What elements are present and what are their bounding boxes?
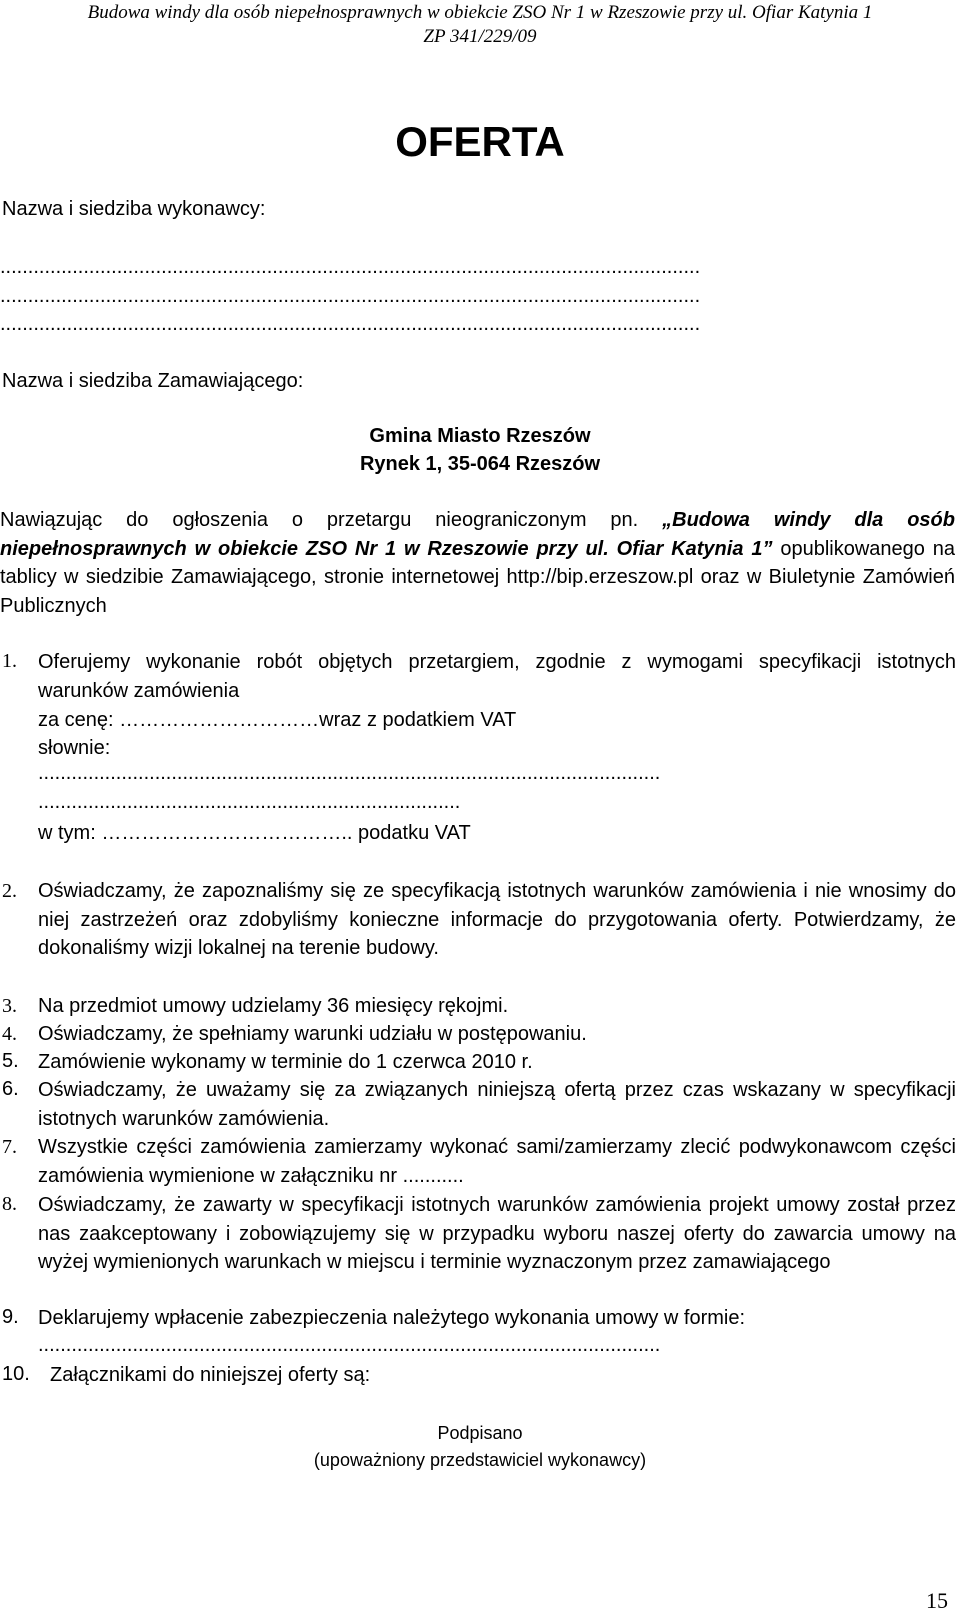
item-9-dots: ................................................................................................................ — [38, 1334, 661, 1356]
contractor-label: Nazwa i siedziba wykonawcy: — [2, 198, 266, 220]
page-number: 15 — [926, 1588, 948, 1613]
item-10-text: Załącznikami do niniejszej oferty są: — [50, 1364, 371, 1386]
intro-paragraph — [0, 506, 955, 620]
item-4-text: Oświadczamy, że spełniamy warunki udziału w postępowaniu. — [38, 1023, 587, 1045]
item-3-text: Na przedmiot umowy udzielamy 36 miesięcy rękojmi. — [38, 995, 509, 1017]
signature-role: (upoważniony przedstawiciel wykonawcy) — [313, 1450, 647, 1470]
vat-label: w tym: — [38, 822, 96, 844]
item-1-text: Oferujemy wykonanie robót objętych przetargiem, zgodnie z wymogami specyfikacji istotnych warunków zamówienia — [38, 651, 956, 702]
intro-text-2: opublikowanego na tablicy w siedzibie Zamawiającego, stronie internetowej http://bip.erzeszow.pl oraz w Biuletynie Zamówień Publicznych — [0, 537, 956, 617]
item-5-text: Zamówienie wykonamy w terminie do 1 czerwca 2010 r. — [38, 1051, 533, 1073]
item-number-6: 6. — [2, 1078, 19, 1100]
tender-name: „Budowa windy dla osób niepełnosprawnych w obiekcie ZSO Nr 1 w Rzeszowie przy ul. Ofiar Katynia 1” — [0, 509, 955, 560]
running-header-title: Budowa windy dla osób niepełnosprawnych w obiekcie ZSO Nr 1 w Rzeszowie przy ul. Ofiar Katynia 1 — [87, 2, 873, 23]
client-address: Rynek 1, 35-064 Rzeszów — [359, 453, 601, 475]
item-number-2: 2. — [2, 880, 17, 902]
price-label: za cenę: — [38, 709, 114, 731]
item-number-10: 10. — [2, 1363, 30, 1385]
item-8-text: Oświadczamy, że zawarty w specyfikacji istotnych warunków zamówienia projekt umowy został przez nas zaakceptowany i zobowiązujemy się w przypadku wyboru naszej oferty do zawarcia umowy na wyżej wymienionych warunkach w miejscu i terminie wyznaczonym przez zamawiającego — [38, 1194, 956, 1273]
item-number-4: 4. — [2, 1023, 17, 1045]
item-9-text: Deklarujemy wpłacenie zabezpieczenia należytego wykonania umowy w formie: — [38, 1307, 746, 1329]
price-fill: ………………………… — [119, 709, 320, 731]
item-number-5: 5. — [2, 1050, 19, 1072]
signature-label: Podpisano — [437, 1423, 523, 1443]
price-line — [38, 706, 516, 735]
client-name: Gmina Miasto Rzeszów — [369, 425, 591, 447]
item-6-text: Oświadczamy, że uważamy się za związanych niniejszą ofertą przez czas wskazany w specyfikacji istotnych warunków zamówienia. — [38, 1079, 956, 1130]
vat-line — [38, 819, 471, 848]
words-dots-1: ................................................................................................................ — [38, 762, 661, 784]
contractor-dots-2: .............................................................................................................................. — [0, 285, 701, 307]
item-number-3: 3. — [2, 995, 17, 1017]
vat-fill: ……………………………….. — [101, 822, 353, 844]
item-number-9: 9. — [2, 1306, 19, 1328]
document-title: OFERTA — [395, 118, 565, 165]
words-dots-2: ............................................................................ — [38, 791, 461, 813]
client-label: Nazwa i siedziba Zamawiającego: — [2, 370, 304, 392]
item-2-text: Oświadczamy, że zapoznaliśmy się ze specyfikacją istotnych warunków zamówienia i nie wnosimy do niej zastrzeżeń oraz zdobyliśmy konieczne informacje do przygotowania oferty. Potwierdzamy, że dokonaliśmy wizji lokalnej na terenie budowy. — [38, 880, 956, 959]
vat-suffix: podatku VAT — [352, 822, 471, 844]
item-number-7: 7. — [2, 1136, 17, 1158]
words-label: słownie: — [38, 737, 111, 759]
contractor-dots-1: .............................................................................................................................. — [0, 256, 701, 278]
contractor-dots-3: .............................................................................................................................. — [0, 313, 701, 335]
item-7-text: Wszystkie części zamówienia zamierzamy wykonać sami/zamierzamy zlecić podwykonawcom części zamówienia wymienione w załączniku nr ........... — [38, 1136, 956, 1187]
price-suffix: wraz z podatkiem VAT — [319, 709, 517, 731]
running-header-ref: ZP 341/229/09 — [423, 26, 537, 47]
item-number-8: 8. — [2, 1193, 17, 1215]
item-number-1: 1. — [2, 650, 17, 672]
intro-text-1: Nawiązując do ogłoszenia o przetargu nieograniczonym pn. — [0, 509, 663, 531]
